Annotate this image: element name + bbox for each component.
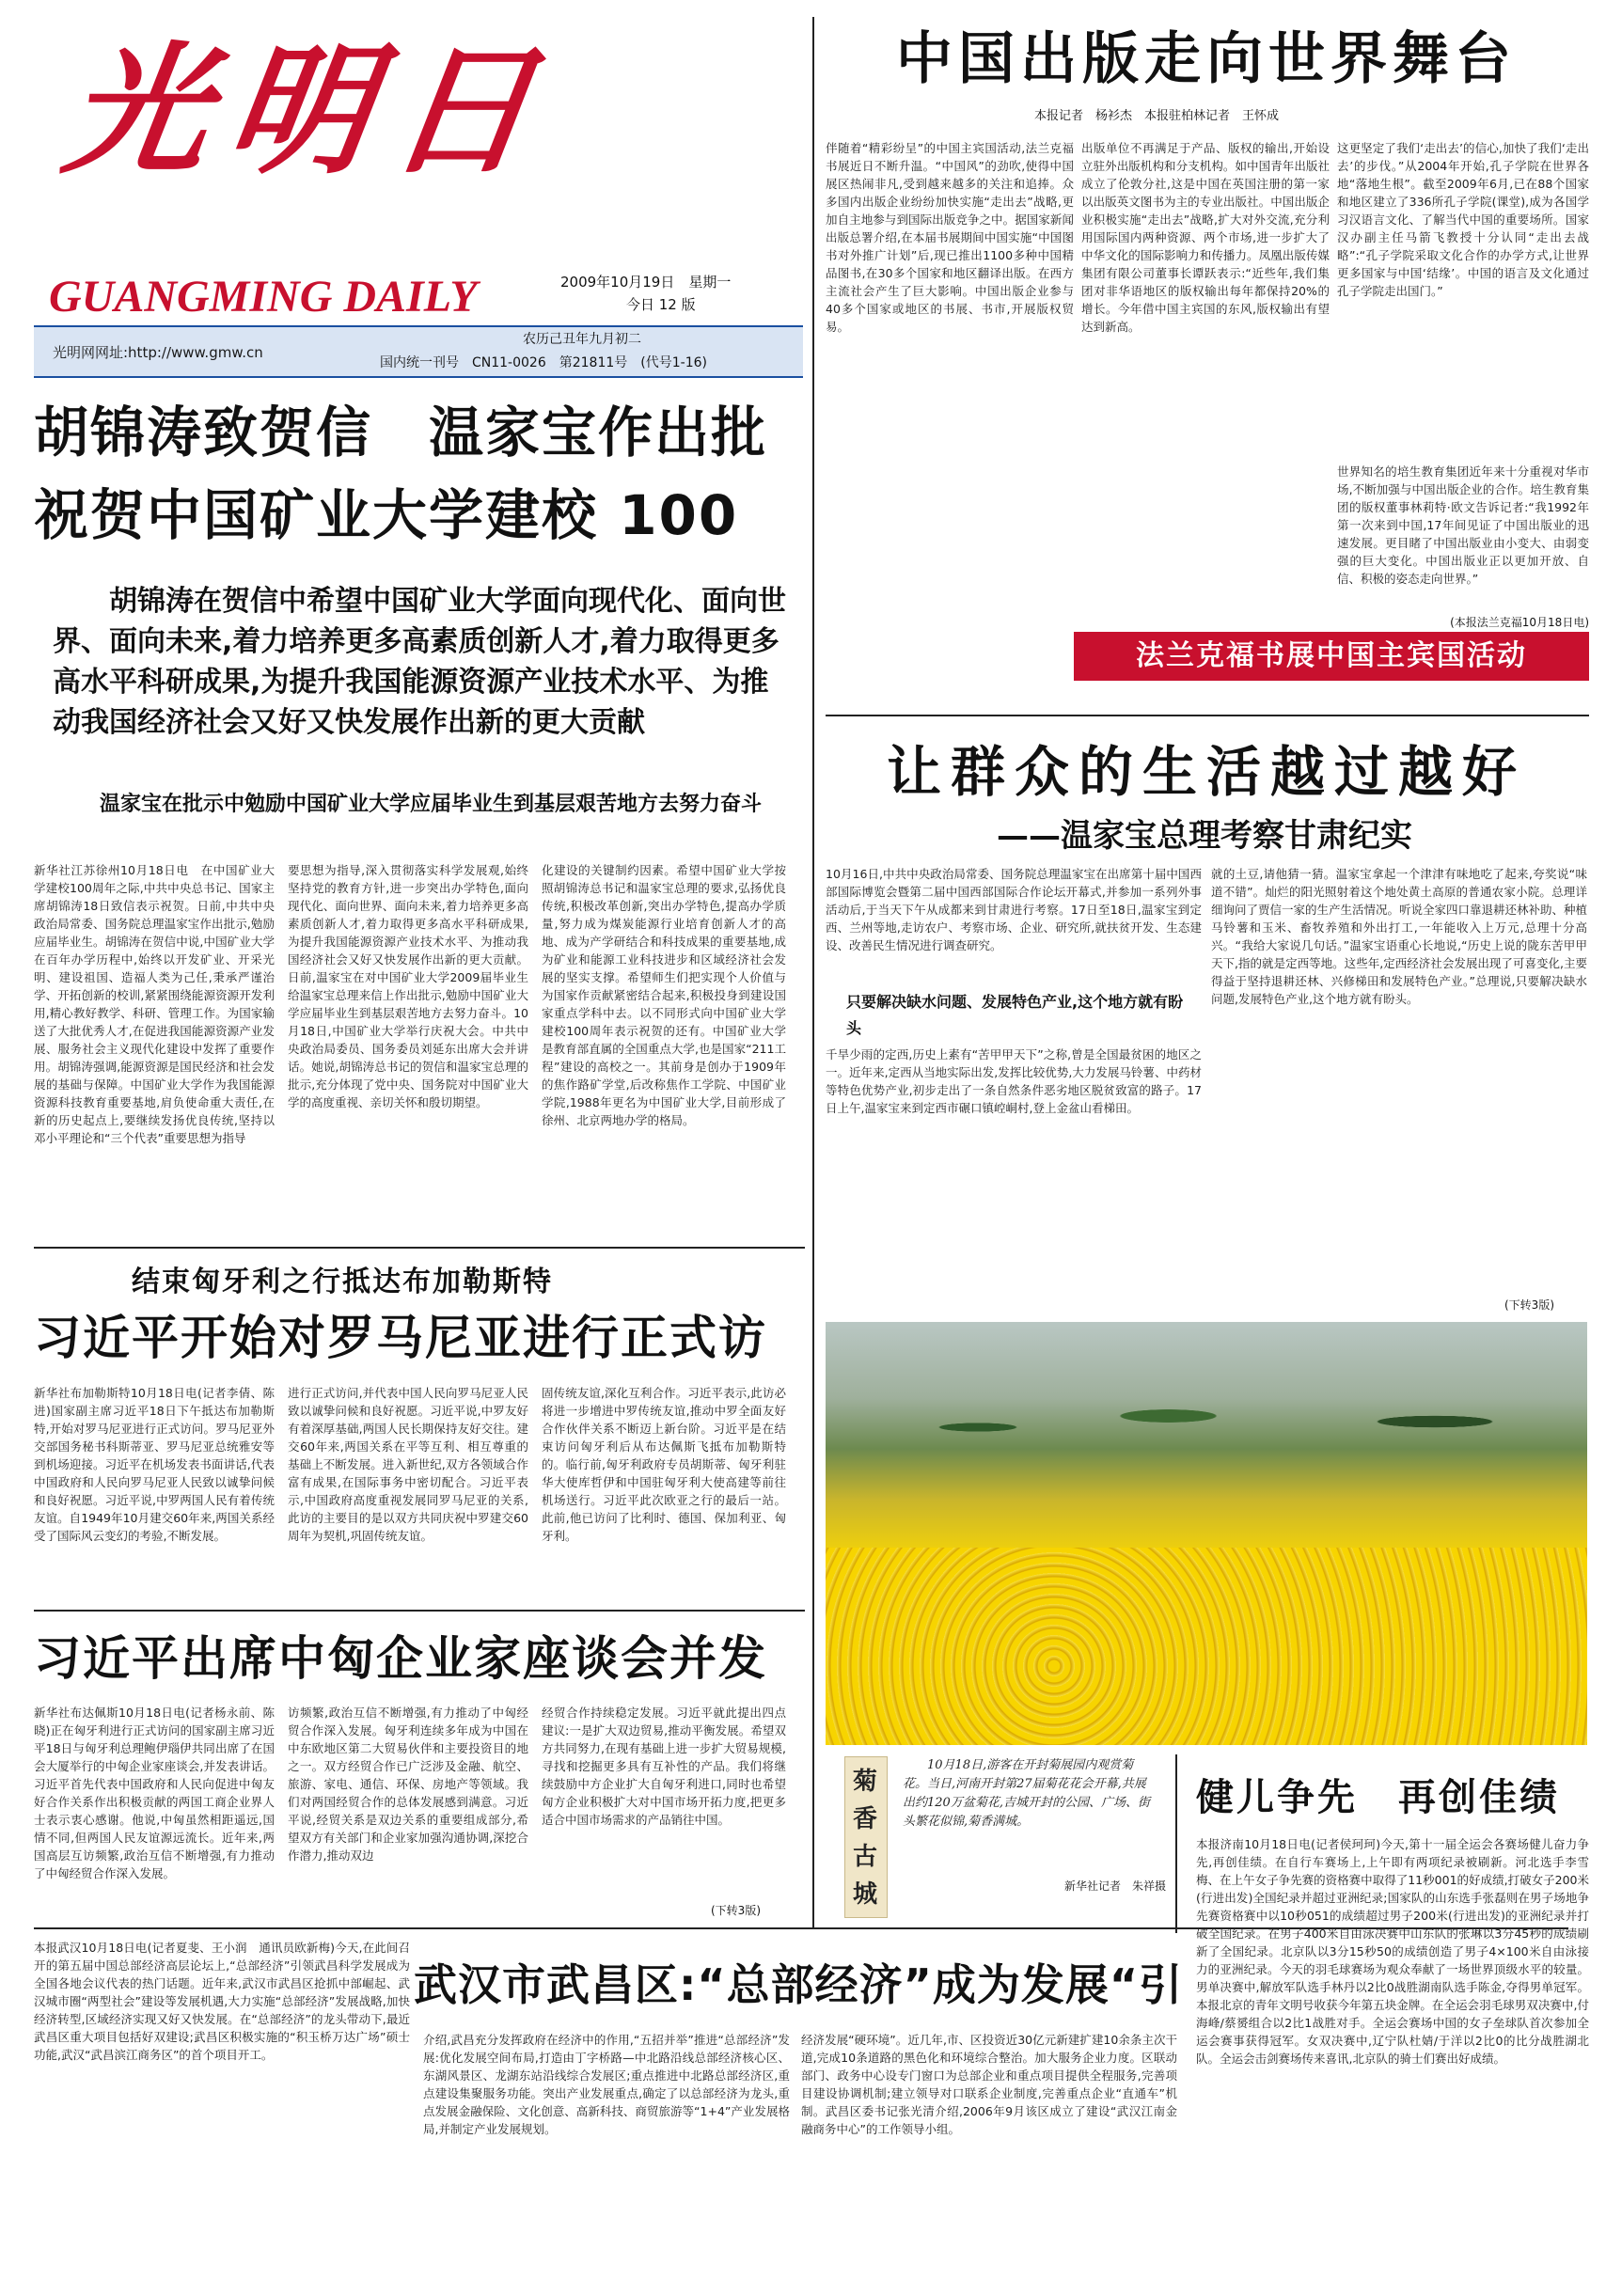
gansu-col-2: 就的土豆,请他猜一猜。温家宝拿起一个津津有味地吃了起来,夸奖说“味道不错”。灿烂的阳光照射着这个地处黄土高原的普通农家小院。总理详细询问了贾信一家的生产生活情况。听说全家四口靠退耕还林补助、种植马铃薯和玉米、畜牧养殖和外出打工,一年能收入上万元,总理十分高兴。“我给大家说几句话。”温家宝语重心长地说,“历史上说的陇东苦甲甲天下,指的就是定西等地。这些年,定西经济社会发展出现了可喜变化,主要得益于坚持退耕还林、兴修梯田和发展特色产业。”总理说,只要解决缺水问题,发展特色产业,这个地方就有盼头。 (1211, 867, 1587, 1006)
issue-pages: 今日 12 版 (626, 296, 696, 313)
photo-flowerbed (826, 1548, 1587, 1745)
photo-caption: 10月18日,游客在开封菊展园内观赏菊花。当日,河南开封第27届菊花花会开幕,共展出约120万盆菊花,吉城开封的公园、广场、街头繁花似锦,菊香满城。 (903, 1758, 1150, 1829)
sports-left-rule (1175, 1754, 1177, 1933)
speech-col-2: 访频繁,政治互信不断增强,有力推动了中匈经贸合作深入发展。匈牙利连续多年成为中国在中东欧地区第二大贸易伙伴和主要投资目的地之一。双方经贸合作已广泛涉及金融、航空、旅游、家电、通信、环保、房地产等领域。我们对两国经贸合作的总体发展感到满意。习近平说,经贸关系是双边关系的重要组成部分,希望双方有关部门和企业家加强沟通协调,深挖合作潜力,推动双边 (288, 1706, 528, 1863)
wuhan-headline: 武汉市武昌区:“总部经济”成为发展“引 (414, 1959, 1184, 2010)
gansu-subhead: ——温家宝总理考察甘肃纪实 (997, 817, 1412, 855)
lunar-date: 农历己丑年九月初二 (523, 332, 641, 347)
website[interactable]: 光明网网址:http://www.gmw.cn (53, 344, 263, 361)
photo-trees (826, 1360, 1587, 1472)
gansu-col-1: 10月16日,中共中央政治局常委、国务院总理温家宝在出席第十届中国西部国际博览会暨第二届中国西部国际合作论坛开幕式,并参加一系列外事活动后,于当天下午从成都来到甘肃进行考察。17日至18日,温家宝到定西、兰州等地,走访农户、考察市场、企业、研究所,就扶贫开发、生态建设、改善民生情况进行调查研究。 (826, 867, 1202, 952)
photo-credit: 新华社记者 朱祥摄 (1063, 1879, 1166, 1893)
romania-col-1: 新华社布加勒斯特10月18日电(记者李倩、陈进)国家副主席习近平18日下午抵达布加勒斯特,开始对罗马尼亚进行正式访问。罗马尼亚外交部国务秘书科斯蒂亚、罗马尼亚总统雅安等到机场迎接。习近平在机场发表书面讲话,代表中国政府和人民向罗马尼亚人民致以诚挚问候和良好祝愿。习近平说,中罗两国人民有着传统友谊。自1949年10月建交60年来,两国关系经受了国际风云变幻的考验,不断发展。 (34, 1386, 275, 1543)
lead-col-2: 要思想为指导,深入贯彻落实科学发展观,始终坚持党的教育方针,进一步突出办学特色,面向现代化、面向世界、面向未来,着力培养更多高素质创新人才,着力取得更多高水平科研成果,为提升我国能源资源产业技术水平、为推动我国经济社会又好又快发展作出新的更大贡献。日前,温家宝在对中国矿业大学2009届毕业生给温家宝总理来信上作出批示,勉励中国矿业大学应届毕业生到基层艰苦地方去努力奋斗。10月18日,中国矿业大学举行庆祝大会。中共中央政治局委员、国务委员刘延东出席大会并讲话。她说,胡锦涛总书记的贺信和温家宝总理的批示,充分体现了党中央、国务院对中国矿业大学的高度重视、亲切关怀和殷切期望。 (288, 863, 528, 1109)
gansu-headline: 让群众的生活越过越好 (886, 740, 1526, 804)
romania-headline: 习近平开始对罗马尼亚进行正式访 (34, 1311, 767, 1365)
romania-bottom-rule (34, 1610, 805, 1612)
column-divider (812, 17, 814, 1927)
publishing-col-3: 这更坚定了我们‘走出去’的信心,加快了我们‘走出去’的步伐。”从2004年开始,孔子学院在世界各地“落地生根”。截至2009年6月,已在88个国家和地区建立了336所孔子学院(课堂),成为各国学习汉语言文化、了解当代中国的重要场所。国家汉办副主任马箭飞教授十分认同“走出去战略”:“孔子学院采取文化合作的办学方式,让世界更多国家与中国‘结缘’。中国的语言及文化通过孔子学院走出国门。” (1337, 141, 1589, 298)
publishing-col-1: 伴随着“精彩纷呈”的中国主宾国活动,法兰克福书展近日不断升温。“中国风”的劲吹,使得中国展区热闹非凡,受到越来越多的关注和追捧。众多国内出版企业纷纷加快实施“走出去”战略,更加自主地参与到国际出版竞争之中。据国家新闻出版总署介绍,在本届书展期间中国实施“中国图书对外推广计划”后,现已推出1100多种中国精品图书,在30多个国家和地区翻译出版。在西方主流社会产生了巨大影响。中国出版企业参与40多个国家或地区的书展、书市,开展版权贸易。 (826, 141, 1074, 334)
masthead-logo: 光明日報 (55, 28, 565, 194)
romania-col-2: 进行正式访问,并代表中国人民向罗马尼亚人民致以诚挚问候和良好祝愿。习近平说,中罗友好有着深厚基础,两国人民长期保持友好交往。建交60年来,两国关系在平等互利、相互尊重的基础上不断发展。进入新世纪,双方各领域合作富有成果,在国际事务中密切配合。习近平表示,中国政府高度重视发展同罗马尼亚的关系,此访的主要目的是以双方共同庆祝中罗建交60周年为契机,巩固传统友谊。 (288, 1386, 528, 1543)
wuhan-col-3: 经济发展“硬环境”。近几年,市、区投资近30亿元新建扩建10余条主次干道,完成10条道路的黑色化和环境综合整治。加大服务企业力度。区联动部门、政务中心设专门窗口为总部企业和重点项目提供全程服务,完善项目建设协调机制;建立领导对口联系企业制度,完善重点企业“直通车”机制。武昌区委书记张光清介绍,2006年9月该区成立了建设“武汉江南金融商务中心”的工作领导小组。 (801, 2033, 1177, 2136)
gansu-col-1b: 千旱少雨的定西,历史上素有“苦甲甲天下”之称,曾是全国最贫困的地区之一。近年来,定西从当地实际出发,发挥比较优势,大力发展马铃薯、中药材等特色优势产业,初步走出了一条自然条件恶劣地区脱贫致富的路子。17日上午,温家宝来到定西市碾口镇崆峒村,登上金盆山看梯田。 (826, 1047, 1202, 1115)
sports-body: 本报济南10月18日电(记者侯珂珂)今天,第十一届全运会各赛场健儿奋力争先,再创佳绩。在自行车赛场上,上午即有两项纪录被刷新。河北选手李雪梅、在上午女子争先赛的资格赛中取得了11秒001的好成绩,打破女子200米(行进出发)全国纪录并超过亚洲纪录;国家队的山东选手张磊则在男子场地争先赛资格赛中以10秒051的成绩超过男子200米(行进出发)的亚洲纪录并打破全国纪录。在男子400米自由泳决赛中山东队的张琳以3分45秒的成绩刷新了全国纪录。北京队以3分15秒50的成绩创造了男子4×100米自由泳接力的亚洲纪录。今天的羽毛球赛场为观众奉献了一场世界顶级水平的较量。男单决赛中,解放军队选手林丹以2比0战胜湖南队选手陈金,夺得男单冠军。本报北京的青年文明号收获今年第五块金牌。在全运会羽毛球男双决赛中,付海峰/蔡赟组合以2比1战胜对手。全运会赛场中国的女子垒球队首次参加全运会赛事获得冠军。女双决赛中,辽宁队杜婧/于洋以2比0的比分战胜湖北队。全运会击剑赛场传来喜讯,北京队的骑士们赛出好成绩。 (1196, 1837, 1589, 2066)
issue-meta-bar (34, 325, 803, 378)
wuhan-col-1: 本报武汉10月18日电(记者夏斐、王小润 通讯员欧新梅)今天,在此间召开的第五届中国总部经济高层论坛上,“总部经济”引领武昌科学发展成为全国各地会议代表的热门话题。近年来,武汉市武昌区抢抓中部崛起、武汉城市圈“两型社会”建设等发展机遇,大力实施“总部经济”发展战略,加快经济转型,区域经济实现又好又快发展。在“总部经济”的龙头带动下,最近武昌区重大项目包括好双建设;武昌区积极实施的“积玉桥万达广场”硕士功能,武汉“武昌滨江商务区”的首个项目开工。 (34, 1941, 410, 2062)
speech-headline: 习近平出席中匈企业家座谈会并发 (34, 1631, 767, 1686)
issue-date: 2009年10月19日 星期一 (560, 274, 732, 291)
photo-label: 菊香古城 (853, 1768, 878, 1909)
masthead-english: GUANGMING DAILY (49, 272, 478, 322)
gansu-continued: (下转3版) (1504, 1298, 1554, 1312)
publishing-dateline: (本报法兰克福10月18日电) (1450, 616, 1589, 629)
lead-col-3: 化建设的关键制约因素。希望中国矿业大学按照胡锦涛总书记和温家宝总理的要求,弘扬优良传统,积极改革创新,突出办学特色,提高办学质量,努力成为煤炭能源行业培育创新人才的高地、成为产学研结合和科技成果的重要基地,成为矿业和能源工业科技进步和区域经济社会发展的坚实支撑。希望师生们把实现个人价值与为国家作贡献紧密结合起来,积极投身到建设国家重点学科中去。以不同形式向中国矿业大学建校100周年表示祝贺的还有。中国矿业大学是教育部直属的全国重点大学,也是国家“211工程”建设的高校之一。其前身是创办于1909年的焦作路矿学堂,后改称焦作工学院、中国矿业学院,1988年更名为中国矿业大学,目前形成了徐州、北京两地办学的格局。 (542, 863, 786, 1127)
lead-bottom-rule (34, 1247, 805, 1249)
speech-continued: (下转3版) (711, 1904, 761, 1917)
gansu-crosshead: 只要解决缺水问题、发展特色产业,这个地方就有盼头 (846, 993, 1184, 1037)
frankfurt-banner (1074, 632, 1589, 681)
chrysanthemum-photo (826, 1322, 1587, 1745)
publishing-headline: 中国出版走向世界舞台 (896, 26, 1517, 92)
frankfurt-banner-text: 法兰克福书展中国主宾国活动 (1136, 639, 1527, 672)
lead-headline-2: 祝贺中国矿业大学建校 100 (34, 483, 739, 547)
publishing-bottom-rule (826, 715, 1589, 716)
publishing-byline: 本报记者 杨衫杰 本报驻柏林记者 王怀成 (1034, 109, 1280, 123)
speech-col-1: 新华社布达佩斯10月18日电(记者杨永前、陈晓)正在匈牙利进行正式访问的国家副主席习近平18日与匈牙利总理鲍伊瑙伊共同出席了在国会大厦举行的中匈企业家座谈会,并发表讲话。习近平首先代表中国政府和人民向促进中匈友好合作关系作出积极贡献的两国工商企业界人士表示衷心感谢。他说,中匈虽然相距遥远,国情不同,但两国人民友谊源远流长。近年来,两国高层互访频繁,政治互信不断增强,有力推动了中匈经贸合作深入发展。 (34, 1706, 275, 1880)
sports-headline: 健儿争先 再创佳绩 (1196, 1776, 1560, 1819)
publishing-col-3b: 世界知名的培生教育集团近年来十分重视对华市场,不断加强与中国出版企业的合作。培生教育集团的版权董事林莉特·欧文告诉记者:“我1992年第一次来到中国,17年间见证了中国出版业的迅速发展。更目睹了中国出版业由小变大、由弱变强的巨大变化。中国出版业正以更加开放、自信、积极的姿态走向世界。” (1337, 464, 1589, 586)
romania-col-3: 固传统友谊,深化互利合作。习近平表示,此访必将进一步增进中罗传统友谊,推动中罗全面友好合作伙伴关系不断迈上新台阶。习近平是在结束访问匈牙利后从布达佩斯飞抵布加勒斯特的。临行前,匈牙利政府专员胡斯蒂、匈牙利驻华大使库哲伊和中国驻匈牙利大使高建等前往机场送行。习近平此次欧亚之行的最后一站。此前,他已访问了比利时、德国、保加利亚、匈牙利。 (542, 1386, 786, 1543)
issn: 国内统一刊号 CN11-0026 第21811号 (代号1-16) (380, 355, 707, 370)
lead-subhead: 温家宝在批示中勉励中国矿业大学应届毕业生到基层艰苦地方去努力奋斗 (100, 793, 763, 816)
romania-kicker: 结束匈牙利之行抵达布加勒斯特 (132, 1266, 553, 1298)
photo-label-box (844, 1756, 888, 1918)
lead-deck: 胡锦涛在贺信中希望中国矿业大学面向现代化、面向世界、面向未来,着力培养更多高素质创新人才,着力取得更多高水平科研成果,为提升我国能源资源产业技术水平、为推动我国经济社会又好又快发展作出新的更大贡献 (53, 585, 786, 739)
lead-col-1: 新华社江苏徐州10月18日电 在中国矿业大学建校100周年之际,中共中央总书记、国家主席胡锦涛18日致信表示祝贺。日前,中共中央政治局常委、国务院总理温家宝作出批示,勉励应届毕业生。胡锦涛在贺信中说,中国矿业大学在百年办学历程中,始终以开发矿业、开采光明、建设祖国、造福人类为己任,秉承严谨治学、开拓创新的校训,紧紧围绕能源资源开发利用,精心教好教学、科研、管理工作。为国家输送了大批优秀人才,在促进我国能源资源产业发展、服务社会主义现代化建设中发挥了重要作用。胡锦涛强调,能源资源是国民经济和社会发展的基础与保障。中国矿业大学作为我国能源资源科技教育重要基地,肩负使命重大责任,在新的历史起点上,要继续发扬优良传统,坚持以邓小平理论和“三个代表”重要思想为指导 (34, 863, 275, 1145)
wuhan-col-2: 介绍,武昌充分发挥政府在经济中的作用,“五招并举”推进“总部经济”发展:优化发展空间布局,打造由丁字桥路—中北路沿线总部经济核心区、东湖风景区、龙湖东站沿线综合发展区;重点推进中北路总部经济区,重点建设集聚服务功能。突出产业发展重点,确定了以总部经济为龙头,重点发展金融保险、文化创意、高新科技、商贸旅游等“1+4”产业发展格局,并制定产业发展规划。 (423, 2033, 790, 2136)
publishing-col-2: 出版单位不再满足于产品、版权的输出,开始设立驻外出版机构和分支机构。如中国青年出版社成立了伦敦分社,这是中国在英国注册的第一家以出版英文图书为主的专业出版社。中国出版企业积极实施“走出去”战略,扩大对外交流,充分利用国际国内两种资源、两个市场,进一步扩大了中华文化的国际影响力和传播力。凤凰出版传媒集团有限公司董事长谭跃表示:“近些年,我们集团对非华语地区的版权输出每年都保持20%的增长。今年借中国主宾国的东风,版权输出有望达到新高。 (1081, 141, 1330, 334)
lead-headline-1: 胡锦涛致贺信 温家宝作出批 (34, 401, 768, 464)
speech-col-3: 经贸合作持续稳定发展。习近平就此提出四点建议:一是扩大双边贸易,推动平衡发展。希望双方共同努力,在现有基础上进一步扩大贸易规模,寻找和挖掘更多具有互补性的产品。我们将继续鼓励中方企业扩大自匈牙利进口,同时也希望匈方企业积极扩大对中国市场开拓力度,把更多适合中国市场需求的产品销往中国。 (542, 1706, 786, 1827)
